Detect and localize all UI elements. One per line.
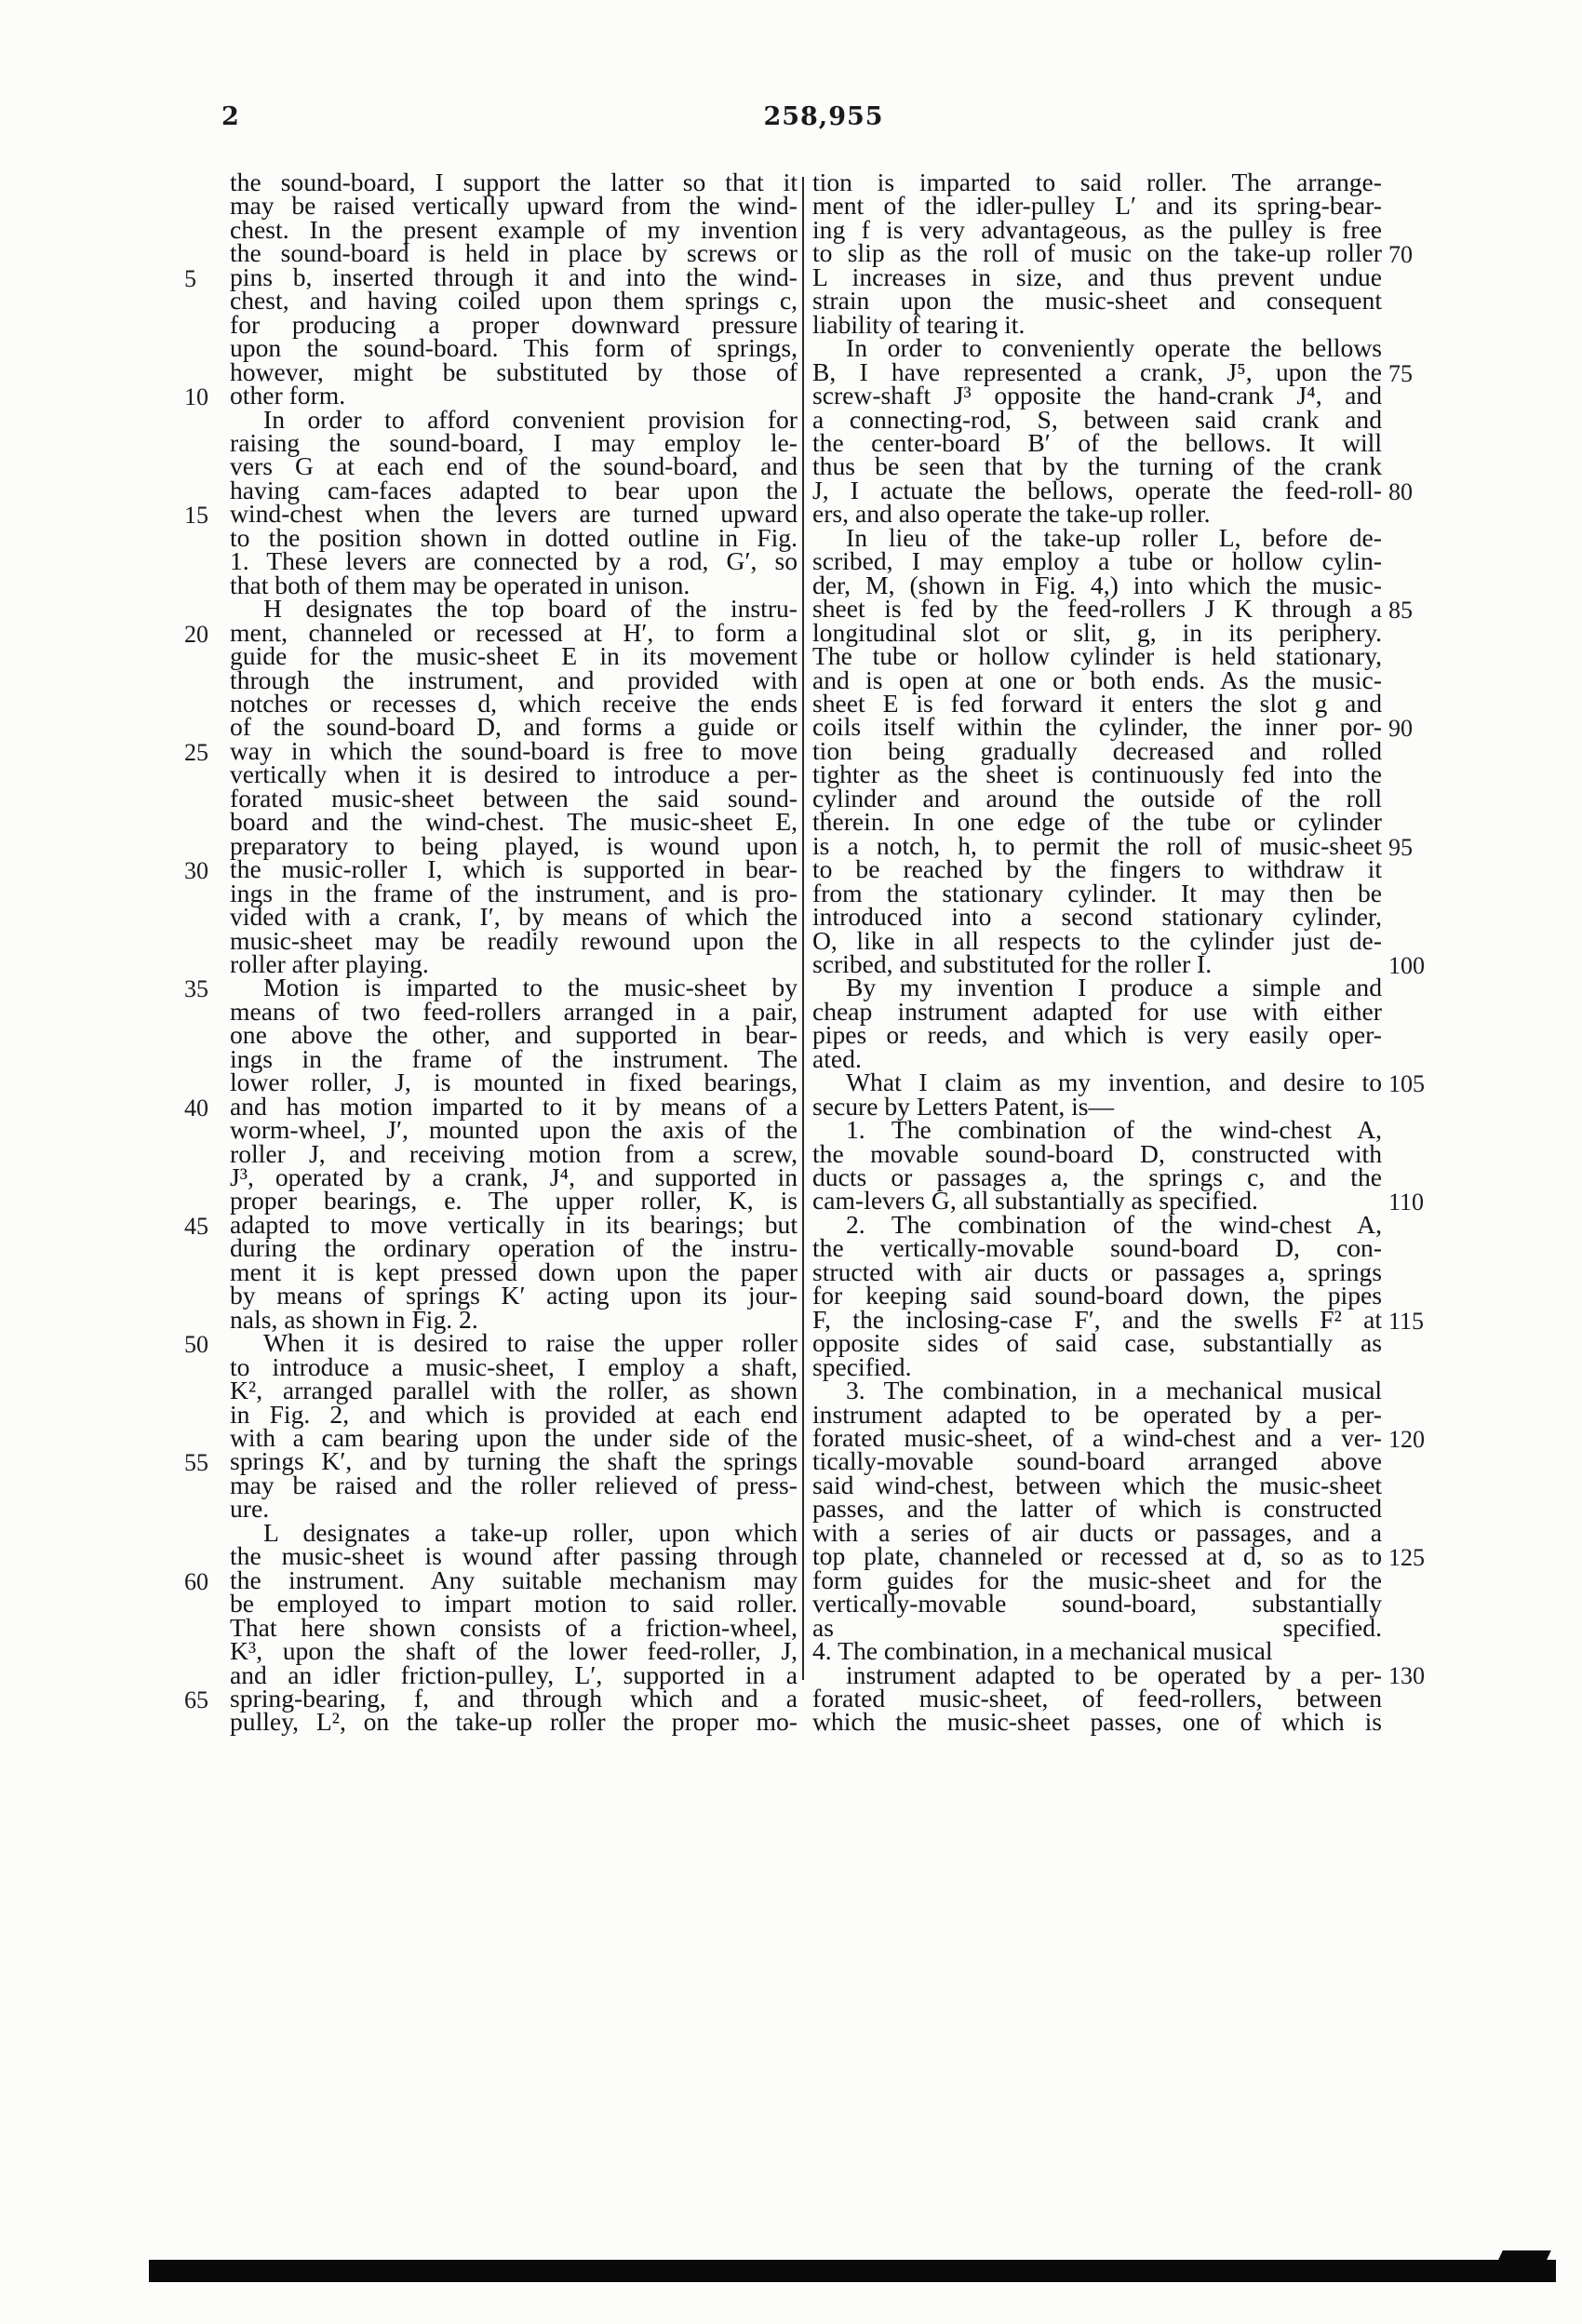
- text-line: vided with a crank, I′, by means of which the: [230, 902, 798, 932]
- text-line: H designates the top board of the instru-: [263, 594, 798, 624]
- text-line: a connecting-rod, S, between said crank and: [812, 404, 1382, 434]
- text-line: vertically-movable sound-board, substantially: [812, 1589, 1382, 1619]
- text-line: the center-board B′ of the bellows. It will: [812, 427, 1382, 457]
- text-line: instrument adapted to be operated by a per-: [812, 1399, 1382, 1429]
- text-line: during the ordinary operation of the instru-: [230, 1233, 798, 1263]
- text-line: top plate, channeled or recessed at d, so as to: [812, 1541, 1382, 1571]
- text-line: K³, upon the shaft of the lower feed-roller, J,: [230, 1636, 798, 1666]
- text-line: as specified.: [812, 1612, 1382, 1642]
- text-line: for keeping said sound-board down, the pipes: [812, 1281, 1382, 1310]
- line-number: 30: [184, 857, 208, 885]
- text-line: preparatory to being played, is wound upon: [230, 830, 798, 860]
- text-line: liability of tearing it.: [812, 309, 1026, 339]
- text-line: is a notch, h, to permit the roll of music-sheet: [812, 830, 1382, 860]
- line-number: 70: [1388, 241, 1413, 269]
- text-line: instrument adapted to be operated by a per-: [846, 1659, 1382, 1689]
- text-line: der, M, (shown in Fig. 4,) into which the music-: [812, 570, 1382, 599]
- text-line: ment, channeled or recessed at H′, to form a: [230, 617, 798, 647]
- text-line: other form.: [230, 381, 346, 410]
- text-line: wind-chest when the levers are turned upward: [230, 499, 798, 529]
- text-line: one above the other, and supported in bear-: [230, 1020, 798, 1050]
- text-line: having cam-faces adapted to bear upon the: [230, 475, 798, 504]
- text-line: pins b, inserted through it and into the wind-: [230, 262, 798, 291]
- text-line: 2. The combination of the wind-chest A,: [846, 1209, 1382, 1239]
- text-line: scribed, I may employ a tube or hollow cylin-: [812, 546, 1382, 576]
- text-line: the vertically-movable sound-board D, con-: [812, 1233, 1382, 1263]
- text-line: ducts or passages a, the springs c, and the: [812, 1162, 1382, 1192]
- text-line: raising the sound-board, I may employ le-: [230, 427, 798, 457]
- text-line: B, I have represented a crank, J⁵, upon the: [812, 356, 1382, 386]
- text-line: the sound-board, I support the latter so that it: [230, 168, 798, 196]
- text-line: What I claim as my invention, and desire to: [846, 1068, 1382, 1097]
- line-number: 110: [1388, 1189, 1425, 1216]
- text-line: springs K′, and by turning the shaft the springs: [230, 1446, 798, 1476]
- text-line: to be reached by the fingers to withdraw it: [812, 854, 1382, 884]
- text-line: be employed to impart motion to said roller.: [230, 1589, 798, 1619]
- text-line: which the music-sheet passes, one of which is: [812, 1707, 1382, 1737]
- text-line: to introduce a music-sheet, I employ a shaft,: [230, 1351, 798, 1381]
- text-line: tion being gradually decreased and rolled: [812, 735, 1382, 765]
- text-line: proper bearings, e. The upper roller, K, is: [230, 1186, 798, 1216]
- line-number: 130: [1388, 1662, 1425, 1690]
- text-line: scribed, and substituted for the roller I.: [812, 948, 1213, 978]
- text-line: When it is desired to raise the upper roller: [263, 1328, 798, 1358]
- text-line: forated music-sheet between the said sound-: [230, 783, 798, 813]
- text-line: pipes or reeds, and which is very easily oper-: [812, 1020, 1382, 1050]
- text-line: of the sound-board D, and forms a guide or: [230, 712, 798, 742]
- line-number: 95: [1388, 833, 1413, 861]
- text-line: ings in the frame of the instrument, and is pro-: [230, 878, 798, 907]
- text-line: tighter as the sheet is continuously fed into the: [812, 759, 1382, 789]
- text-line: chest. In the present example of my invention: [230, 214, 798, 244]
- line-number: 5: [184, 264, 196, 292]
- text-line: vers G at each end of the sound-board, and: [230, 451, 798, 481]
- text-line: passes, and the latter of which is constructed: [812, 1494, 1382, 1524]
- text-line: in Fig. 2, and which is provided at each end: [230, 1399, 798, 1429]
- text-line: chest, and having coiled upon them springs c,: [230, 286, 798, 316]
- text-line: way in which the sound-board is free to move: [230, 735, 798, 765]
- text-line: screw-shaft J³ opposite the hand-crank J⁴, and: [812, 381, 1382, 410]
- text-line: the movable sound-board D, constructed with: [812, 1138, 1382, 1168]
- text-line: cam-levers G, all substantially as specified.: [812, 1186, 1258, 1216]
- text-line: L increases in size, and thus prevent undue: [812, 262, 1382, 291]
- text-line: form guides for the music-sheet and for the: [812, 1565, 1382, 1594]
- line-number: 35: [184, 975, 208, 1003]
- line-number: 40: [184, 1094, 208, 1122]
- text-line: adapted to move vertically in its bearings; but: [230, 1209, 798, 1239]
- text-line: ings in the frame of the instrument. The: [230, 1043, 798, 1073]
- text-line: vertically when it is desired to introduce a per-: [230, 759, 798, 789]
- right-text-column: [812, 168, 1382, 1737]
- text-line: lower roller, J, is mounted in fixed bearings,: [230, 1068, 798, 1097]
- text-line: with a series of air ducts or passages, and a: [812, 1517, 1382, 1547]
- text-line: upon the sound-board. This form of springs,: [230, 333, 798, 363]
- text-line: nals, as shown in Fig. 2.: [230, 1304, 478, 1334]
- text-line: secure by Letters Patent, is—: [812, 1091, 1115, 1121]
- text-line: the music-roller I, which is supported in bear-: [230, 854, 798, 884]
- bottom-scan-bar-tail: [1497, 2250, 1551, 2262]
- patent-number: 258,955: [763, 102, 884, 131]
- text-line: from the stationary cylinder. It may then be: [812, 878, 1382, 907]
- text-line: specified.: [812, 1351, 912, 1381]
- text-line: therein. In one edge of the tube or cylinder: [812, 807, 1382, 837]
- text-line: F, the inclosing-case F′, and the swells F² at: [812, 1304, 1382, 1334]
- line-number: 45: [184, 1212, 208, 1240]
- line-number: 55: [184, 1449, 208, 1477]
- text-line: the music-sheet is wound after passing through: [230, 1541, 798, 1571]
- text-line: structed with air ducts or passages a, springs: [812, 1256, 1382, 1286]
- text-line: In lieu of the take-up roller L, before de-: [846, 522, 1382, 552]
- text-line: board and the wind-chest. The music-sheet E,: [230, 807, 798, 837]
- text-line: with a cam bearing upon the under side of the: [230, 1423, 798, 1453]
- text-line: Motion is imparted to the music-sheet by: [263, 973, 798, 1002]
- line-number: 90: [1388, 715, 1413, 743]
- text-line: and is open at one or both ends. As the music-: [812, 665, 1382, 694]
- text-line: music-sheet may be readily rewound upon the: [230, 925, 798, 955]
- line-number: 65: [184, 1686, 208, 1713]
- text-line: cylinder and around the outside of the roll: [812, 783, 1382, 813]
- text-line: roller after playing.: [230, 948, 429, 978]
- line-number: 125: [1388, 1544, 1425, 1572]
- text-line: coils itself within the cylinder, the inner por-: [812, 712, 1382, 742]
- line-number: 120: [1388, 1425, 1425, 1453]
- text-line: ing f is very advantageous, as the pulley is free: [812, 214, 1382, 244]
- text-line: longitudinal slot or slit, g, in its periphery.: [812, 617, 1382, 647]
- column-divider: [802, 177, 804, 1680]
- text-line: that both of them may be operated in unison.: [230, 570, 690, 599]
- line-number: 75: [1388, 359, 1413, 387]
- text-line: and an idler friction-pulley, L′, supported in a: [230, 1659, 798, 1689]
- text-line: for producing a proper downward pressure: [230, 309, 798, 339]
- text-line: O, like in all respects to the cylinder just de-: [812, 925, 1382, 955]
- page-number: 2: [221, 102, 239, 131]
- line-number: 115: [1388, 1307, 1425, 1335]
- text-line: the instrument. Any suitable mechanism may: [230, 1565, 798, 1594]
- text-line: thus be seen that by the turning of the crank: [812, 451, 1382, 481]
- line-number: 20: [184, 620, 208, 648]
- text-line: 4. The combination, in a mechanical musical: [812, 1636, 1273, 1666]
- text-line: In order to conveniently operate the bellows: [846, 333, 1382, 363]
- line-number: 60: [184, 1567, 208, 1595]
- text-line: said wind-chest, between which the music-sheet: [812, 1470, 1382, 1499]
- text-line: The tube or hollow cylinder is held stationary,: [812, 641, 1382, 671]
- text-line: ment it is kept pressed down upon the paper: [230, 1256, 798, 1286]
- line-number: 100: [1388, 951, 1425, 979]
- text-line: forated music-sheet, of feed-rollers, between: [812, 1684, 1382, 1713]
- text-line: roller J, and receiving motion from a screw,: [230, 1138, 798, 1168]
- text-line: strain upon the music-sheet and consequent: [812, 286, 1382, 316]
- text-line: to the position shown in dotted outline in Fig.: [230, 522, 798, 552]
- bottom-scan-bar: [149, 2260, 1556, 2282]
- text-line: may be raised vertically upward from the wind-: [230, 191, 798, 221]
- text-line: ment of the idler-pulley L′ and its spring-bear-: [812, 191, 1382, 221]
- text-line: L designates a take-up roller, upon which: [263, 1517, 798, 1547]
- text-line: by means of springs K′ acting upon its jour-: [230, 1281, 798, 1310]
- text-line: sheet is fed by the feed-rollers J K through a: [812, 594, 1382, 624]
- text-line: the sound-board is held in place by screws or: [230, 238, 798, 268]
- text-line: however, might be substituted by those of: [230, 356, 798, 386]
- text-line: By my invention I produce a simple and: [846, 973, 1382, 1002]
- text-line: pulley, L², on the take-up roller the proper mo-: [230, 1707, 798, 1737]
- text-line: notches or recesses d, which receive the ends: [230, 688, 798, 718]
- line-number: 105: [1388, 1070, 1425, 1098]
- text-line: 3. The combination, in a mechanical musical: [846, 1376, 1382, 1405]
- text-line: In order to afford convenient provision for: [263, 404, 798, 434]
- text-line: means of two feed-rollers arranged in a pair,: [230, 996, 798, 1026]
- line-number: 50: [184, 1331, 208, 1359]
- text-line: tically-movable sound-board arranged above: [812, 1446, 1382, 1476]
- text-line: 1. These levers are connected by a rod, G′, so: [230, 546, 798, 576]
- text-line: forated music-sheet, of a wind-chest and a ver-: [812, 1423, 1382, 1453]
- text-line: ure.: [230, 1494, 270, 1524]
- text-line: J³, operated by a crank, J⁴, and supported in: [230, 1162, 798, 1192]
- text-line: guide for the music-sheet E in its movement: [230, 641, 798, 671]
- text-line: opposite sides of said case, substantially as: [812, 1328, 1382, 1358]
- line-number: 10: [184, 383, 208, 411]
- text-line: through the instrument, and provided with: [230, 665, 798, 694]
- text-line: introduced into a second stationary cylinder,: [812, 902, 1382, 932]
- text-line: tion is imparted to said roller. The arrange-: [812, 168, 1382, 196]
- text-line: cheap instrument adapted for use with either: [812, 996, 1382, 1026]
- line-number: 85: [1388, 597, 1413, 625]
- text-line: to slip as the roll of music on the take-up roller: [812, 238, 1382, 268]
- line-number: 15: [184, 502, 208, 530]
- line-number: 80: [1388, 477, 1413, 505]
- text-line: worm-wheel, J′, mounted upon the axis of the: [230, 1115, 798, 1145]
- text-line: may be raised and the roller relieved of press-: [230, 1470, 798, 1499]
- text-line: spring-bearing, f, and through which and a: [230, 1684, 798, 1713]
- line-number: 25: [184, 738, 208, 766]
- text-line: K², arranged parallel with the roller, as shown: [230, 1376, 798, 1405]
- text-line: 1. The combination of the wind-chest A,: [846, 1115, 1382, 1145]
- text-line: ated.: [812, 1043, 862, 1073]
- text-line: ers, and also operate the take-up roller.: [812, 499, 1211, 529]
- text-line: and has motion imparted to it by means of a: [230, 1091, 798, 1121]
- left-text-column: [230, 168, 798, 1737]
- text-line: That here shown consists of a friction-wheel,: [230, 1612, 798, 1642]
- text-line: J, I actuate the bellows, operate the feed-roll-: [812, 475, 1382, 504]
- text-line: sheet E is fed forward it enters the slot g and: [812, 688, 1382, 718]
